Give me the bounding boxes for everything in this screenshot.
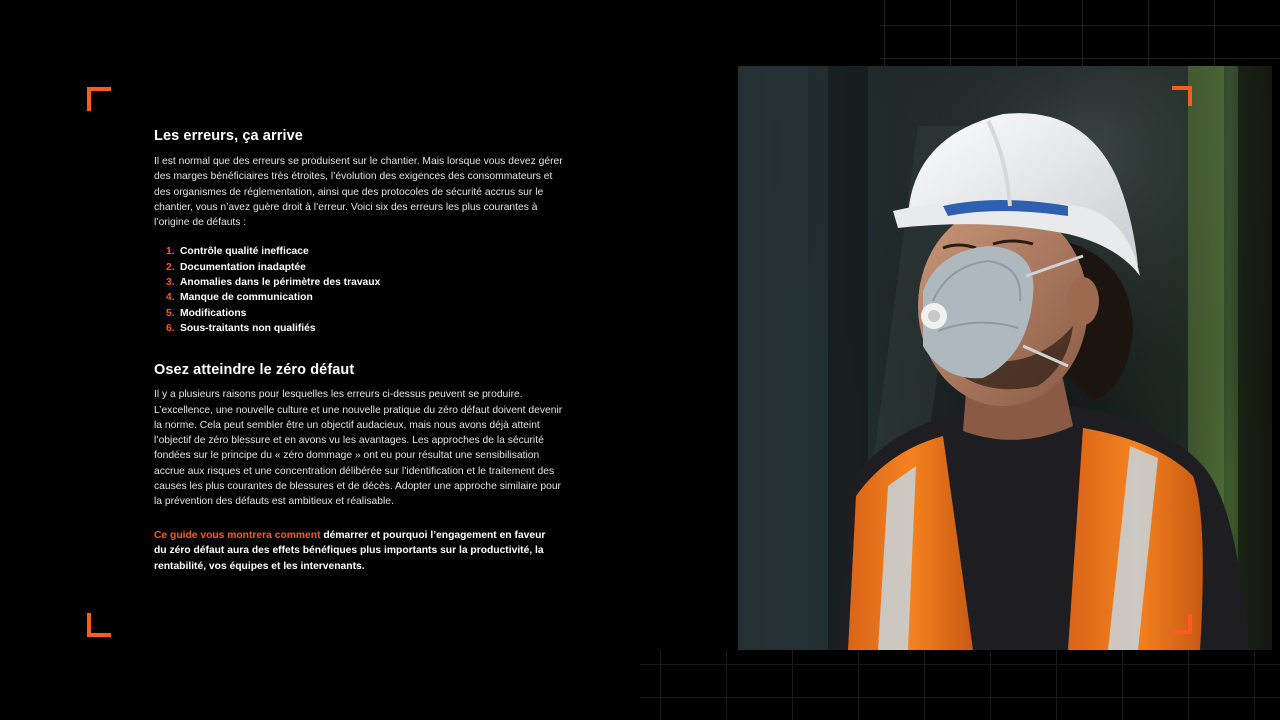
guide-callout bbox=[154, 528, 549, 575]
corner-bracket-bottom-left bbox=[87, 613, 111, 637]
text-column bbox=[154, 128, 564, 574]
section-title-zero-defect: Osez atteindre le zéro défaut bbox=[154, 362, 355, 379]
background-grid-bottom bbox=[640, 650, 1280, 720]
background-grid-top bbox=[880, 0, 1280, 66]
section-title-errors: Les erreurs, ça arrive bbox=[154, 128, 303, 144]
list-item: 2. Documentation inadaptée bbox=[166, 261, 306, 273]
guide-callout-text: démarrer et pourquoi l’engagement en faveur du zéro défaut aura des effets bénéfiques plus importants sur la productivité, la rentabilité, vos équipes et les intervenants. bbox=[154, 529, 546, 572]
list-item: 3. Anomalies dans le périmètre des travaux bbox=[166, 277, 381, 289]
section-paragraph-errors: Il est normal que des erreurs se produisent sur le chantier. Mais lorsque vous devez gérer des marges bénéficiaires très étroites, l’évolution des exigences des consommateurs et des organismes de réglementation, ainsi que des protocoles de sécurité accrus sur le chantier, vous n’avez guère droit à l’erreur. Voici six des erreurs les plus courantes à l’origine de défauts : bbox=[154, 156, 563, 229]
worker-photo bbox=[738, 66, 1272, 650]
list-item: 4. Manque de communication bbox=[166, 292, 313, 304]
list-item: 6. Sous-traitants non qualifiés bbox=[166, 322, 316, 334]
mask-valve-center bbox=[928, 310, 940, 322]
edge-shadow bbox=[1238, 66, 1272, 650]
corner-bracket-bottom-right bbox=[1172, 614, 1192, 634]
error-list bbox=[154, 244, 564, 336]
corner-bracket-top-left bbox=[87, 87, 111, 111]
ear bbox=[1067, 277, 1099, 325]
worker-illustration bbox=[738, 66, 1272, 650]
guide-callout-accent: Ce guide vous montrera comment bbox=[154, 529, 321, 541]
list-item: 5. Modifications bbox=[166, 307, 247, 319]
window-frame bbox=[738, 66, 808, 650]
section-paragraph-zero-defect: Il y a plusieurs raisons pour lesquelles les erreurs ci-dessus peuvent se produire. L’excellence, une nouvelle culture et une nouvelle pratique du zéro défaut doivent devenir la norme. Cela peut sembler être un objectif audacieux, mais nous avons déjà atteint l’objectif de zéro blessure et en avons vu les avantages. Les approches de la sécurité fondées sur le principe du « zéro dommage » ont eu pour résultat une sensibilisation accrue aux risques et une concentration délibérée sur l’identification et le traitement des causes les plus courantes de blessures et de décès. Adopter une approche similaire pour la prévention des défauts est ambitieux et réalisable. bbox=[154, 389, 563, 508]
list-item: 1. Contrôle qualité inefficace bbox=[166, 246, 309, 258]
corner-bracket-top-right bbox=[1172, 86, 1192, 106]
